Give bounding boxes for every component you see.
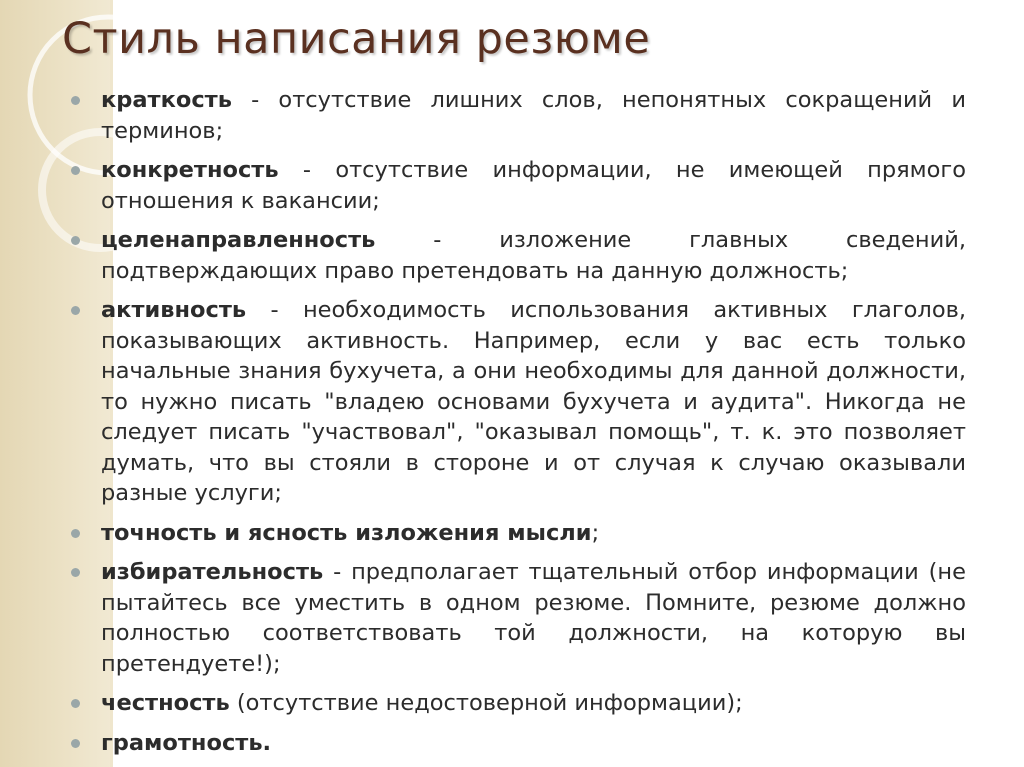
round-bullet-icon — [71, 236, 80, 245]
bullet-text: - изложение главных сведений, подтверждающих право претендовать на данную должность; — [101, 227, 966, 284]
round-bullet-icon — [71, 699, 80, 708]
bullet-item — [70, 518, 966, 549]
bullet-text: - предполагает тщательный отбор информации (не пытайтесь все уместить в одном резюме. Помните, резюме должно полностью соответствовать той должности, на которую вы претендуете!); — [101, 559, 966, 677]
bullet-term: конкретность — [101, 157, 279, 183]
round-bullet-icon — [71, 739, 80, 748]
bullet-term: целенаправленность — [101, 227, 376, 253]
bullet-term: активность — [101, 297, 247, 323]
bullet-term: грамотность. — [101, 729, 272, 756]
slide-title: Стиль написания резюме — [62, 14, 651, 64]
round-bullet-icon — [71, 306, 80, 315]
bullet-text: - отсутствие информации, не имеющей прямого отношения к вакансии; — [101, 157, 966, 214]
bullet-item — [70, 225, 966, 286]
bullet-item — [70, 85, 966, 146]
bullet-text: (отсутствие недостоверной информации); — [229, 690, 743, 716]
bullet-item — [70, 728, 966, 759]
bullet-term: точность и ясность изложения мысли — [101, 519, 592, 546]
bullet-text: - отсутствие лишних слов, непонятных сокращений и терминов; — [101, 87, 966, 144]
bullet-term: честность — [101, 690, 230, 716]
bullet-item — [70, 295, 966, 509]
round-bullet-icon — [71, 529, 80, 538]
bullet-term: краткость — [101, 87, 232, 113]
round-bullet-icon — [71, 568, 80, 577]
round-bullet-icon — [71, 166, 80, 175]
bullet-text: ; — [591, 519, 600, 546]
round-bullet-icon — [71, 96, 80, 105]
bullet-text: - необходимость использования активных глаголов, показывающих активность. Например, если у вас есть только начальные знания бухучета, а они необходимы для данной должности, то нужно писать "владею основами бухучета и аудита". Никогда не следует писать "участвовал", "оказывал помощь", т. к. это позволяет думать, что вы стояли в стороне и от случая к случаю оказывали разные услуги; — [101, 297, 966, 506]
bullet-item — [70, 557, 966, 679]
bullet-list — [70, 85, 966, 767]
bullet-item — [70, 688, 966, 719]
bullet-term: избирательность — [101, 559, 324, 585]
bullet-item — [70, 155, 966, 216]
